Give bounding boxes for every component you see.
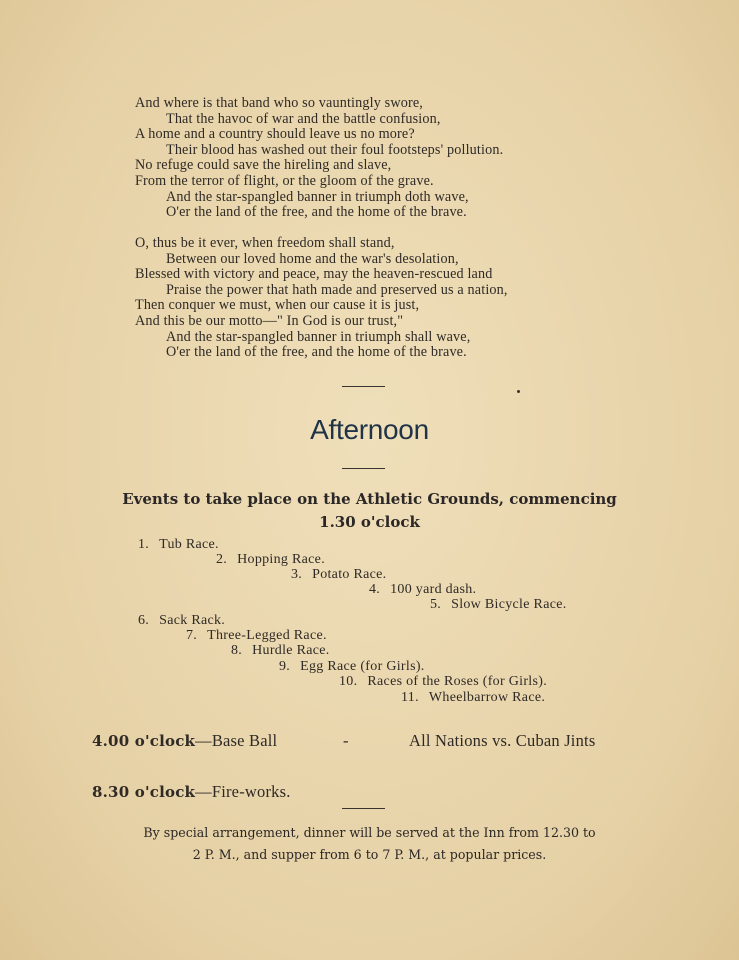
event-name: Three-Legged Race. xyxy=(207,628,327,643)
event-number: 6. xyxy=(138,613,150,628)
verse-line: A home and a country should leave us no more? xyxy=(135,126,415,143)
verse-line: O, thus be it ever, when freedom shall stand, xyxy=(135,235,395,251)
event-number: 7. xyxy=(186,628,198,643)
verse-line: O'er the land of the free, and the home of the brave. xyxy=(166,344,467,361)
verse-line: O'er the land of the free, and the home of the brave. xyxy=(166,204,467,221)
event-item xyxy=(279,659,425,675)
event-number: 3. xyxy=(291,567,303,582)
verse-line: No refuge could save the hireling and slave, xyxy=(135,157,392,174)
verse-line: And this be our motto—" In God is our trust," xyxy=(135,313,404,329)
event-number: 8. xyxy=(231,643,243,658)
baseball-event: —Base Ball xyxy=(195,731,278,750)
event-item xyxy=(231,643,330,659)
events-start-time: 1.30 o'clock xyxy=(319,513,420,531)
verse-line: Praise the power that hath made and preserved us a nation, xyxy=(166,281,508,298)
event-item xyxy=(138,613,225,629)
verse-line: Their blood has washed out their foul footsteps' pollution. xyxy=(166,141,504,158)
event-name: Races of the Roses (for Girls). xyxy=(367,674,547,689)
dining-note-line1: By special arrangement, dinner will be served at the Inn from 12.30 to xyxy=(143,825,596,840)
event-item xyxy=(401,690,545,706)
baseball-time: 4.00 o'clock xyxy=(92,732,196,750)
verse-line: And the star-spangled banner in triumph shall wave, xyxy=(166,328,471,345)
event-item xyxy=(430,597,567,613)
event-item xyxy=(186,628,327,644)
event-item xyxy=(369,582,476,598)
event-name: Hurdle Race. xyxy=(252,643,330,658)
verse-line: That the havoc of war and the battle confusion, xyxy=(166,110,441,127)
dining-note-line2: 2 P. M., and supper from 6 to 7 P. M., at popular prices. xyxy=(192,847,547,862)
event-item xyxy=(291,567,386,583)
events-heading: Events to take place on the Athletic Grounds, commencing xyxy=(122,490,617,508)
event-name: Egg Race (for Girls). xyxy=(300,659,425,674)
event-item xyxy=(138,537,219,553)
event-name: Tub Race. xyxy=(159,537,219,552)
event-name: Potato Race. xyxy=(312,567,387,582)
baseball-teams: All Nations vs. Cuban Jints xyxy=(409,731,596,750)
verse-line: Then conquer we must, when our cause it is just, xyxy=(135,297,420,314)
schedule-dash: - xyxy=(343,731,349,750)
verse-line: And the star-spangled banner in triumph doth wave, xyxy=(166,188,469,205)
event-number: 2. xyxy=(216,552,228,567)
event-name: Hopping Race. xyxy=(237,552,325,567)
event-item xyxy=(339,674,547,690)
event-item xyxy=(216,552,325,568)
verse-line: Blessed with victory and peace, may the heaven-rescued land xyxy=(135,266,493,283)
print-speck xyxy=(517,390,520,393)
divider xyxy=(342,386,385,387)
section-title: Afternoon xyxy=(310,414,429,445)
verse-line: And where is that band who so vauntingly swore, xyxy=(135,95,423,111)
fireworks-schedule xyxy=(92,782,291,802)
event-number: 10. xyxy=(339,674,358,689)
event-number: 5. xyxy=(430,597,442,612)
event-name: 100 yard dash. xyxy=(390,582,477,597)
fireworks-time: 8.30 o'clock xyxy=(92,783,196,801)
event-name: Wheelbarrow Race. xyxy=(428,690,546,705)
verse-line: From the terror of flight, or the gloom of the grave. xyxy=(135,173,434,189)
divider xyxy=(342,808,385,809)
event-number: 1. xyxy=(138,537,150,552)
baseball-schedule xyxy=(92,731,277,751)
verse-line: Between our loved home and the war's desolation, xyxy=(166,250,459,267)
event-name: Slow Bicycle Race. xyxy=(451,597,567,612)
event-number: 11. xyxy=(401,690,419,705)
divider xyxy=(342,468,385,469)
event-name: Sack Rack. xyxy=(159,613,226,628)
fireworks-event: —Fire-works. xyxy=(195,782,291,801)
event-number: 4. xyxy=(369,582,381,597)
event-number: 9. xyxy=(279,659,291,674)
